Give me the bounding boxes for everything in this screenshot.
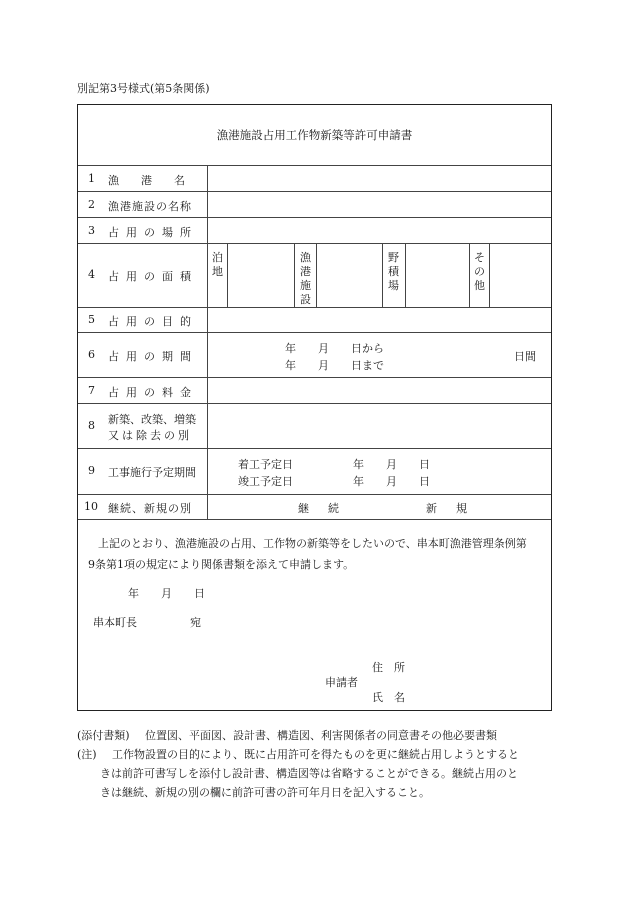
row-number: 10	[84, 500, 98, 513]
row-number: 3	[88, 224, 95, 237]
addressee-name: 串本町長	[93, 616, 137, 629]
row-number: 4	[88, 268, 95, 281]
row-label-continuation: 継続、新規の別	[108, 502, 192, 515]
row-label-construction-type-2: 又は除去の別	[108, 429, 192, 442]
area-category-yard	[387, 251, 400, 307]
attachments-label: (添付書類)	[77, 729, 130, 742]
row-label-area: 占用の面積	[108, 270, 198, 283]
form-reference: 別記第3号様式(第5条関係)	[77, 82, 210, 95]
area-category-label: 漁港施設	[300, 251, 311, 306]
applicant-name-label: 氏 名	[372, 691, 405, 704]
construction-start-label: 着工予定日	[238, 458, 293, 471]
note-line-1: 工作物設置の目的により、既に占用許可を得たものを更に継続占用しようとすると	[112, 748, 519, 761]
option-continuation: 継 続	[298, 502, 343, 515]
row-divider	[78, 191, 551, 192]
row-number: 6	[88, 348, 95, 361]
application-date: 年 月 日	[128, 587, 205, 600]
row-label-purpose: 占用の目的	[108, 315, 198, 328]
statement-line-2: 9条第1項の規定により関係書類を添えて申請します。	[88, 558, 355, 571]
row-label-location: 占用の場所	[108, 226, 198, 239]
area-category-label: 泊地	[212, 251, 223, 278]
column-divider	[316, 243, 317, 307]
row-number: 5	[88, 313, 95, 326]
area-category-label: 野積場	[388, 251, 399, 292]
row-number: 2	[88, 198, 95, 211]
applicant-label: 申請者	[325, 676, 358, 689]
row-label-period: 占用の期間	[108, 350, 198, 363]
form-title: 漁港施設占用工作物新築等許可申請書	[216, 128, 413, 142]
note-line-2: きは前許可書写しを添付し設計書、構造図等は省略することができる。継続占用のと	[100, 767, 518, 780]
row-divider	[78, 165, 551, 166]
construction-start-date: 年 月 日	[353, 458, 430, 471]
area-category-facility	[299, 251, 312, 307]
note-line-3: きは継続、新規の別の欄に前許可書の許可年月日を記入すること。	[100, 786, 430, 799]
row-divider	[78, 377, 551, 378]
statement-line-1: 上記のとおり、漁港施設の占用、工作物の新築等をしたいので、串本町漁港管理条例第	[98, 537, 527, 550]
period-to: 年 月 日まで	[285, 359, 384, 372]
row-label-construction-type: 新築、改築、増築	[108, 413, 196, 426]
row-number: 7	[88, 384, 95, 397]
column-divider	[227, 243, 228, 307]
column-divider	[294, 243, 295, 307]
row-divider	[78, 448, 551, 449]
row-divider	[78, 403, 551, 404]
row-label-fee: 占用の料金	[108, 386, 198, 399]
option-new: 新 規	[426, 502, 471, 515]
column-divider	[405, 243, 406, 307]
note-label: (注)	[77, 748, 97, 761]
row-divider	[78, 307, 551, 308]
row-number: 9	[88, 464, 95, 477]
column-divider	[382, 243, 383, 307]
period-unit: 日間	[514, 350, 536, 363]
row-divider	[78, 217, 551, 218]
area-category-label: その他	[474, 251, 485, 292]
area-category-anchorage	[211, 251, 224, 301]
column-divider	[469, 243, 470, 307]
row-divider	[78, 494, 551, 495]
column-divider	[489, 243, 490, 307]
row-label-port-name: 漁 港 名	[108, 174, 185, 187]
row-number: 1	[88, 172, 95, 185]
application-form	[77, 104, 552, 711]
row-divider	[78, 243, 551, 244]
addressee-suffix: 宛	[190, 616, 201, 629]
construction-end-label: 竣工予定日	[238, 475, 293, 488]
attachments-text: 位置図、平面図、設計書、構造図、利害関係者の同意書その他必要書類	[145, 729, 497, 742]
row-number: 8	[88, 419, 95, 432]
column-divider	[207, 165, 208, 519]
row-divider	[78, 519, 551, 520]
period-from: 年 月 日から	[285, 342, 384, 355]
applicant-address-label: 住 所	[372, 661, 405, 674]
row-divider	[78, 332, 551, 333]
row-label-facility-name: 漁港施設の名称	[108, 200, 192, 213]
row-label-construction-period: 工事施行予定期間	[108, 466, 196, 479]
area-category-other	[473, 251, 486, 307]
construction-end-date: 年 月 日	[353, 475, 430, 488]
